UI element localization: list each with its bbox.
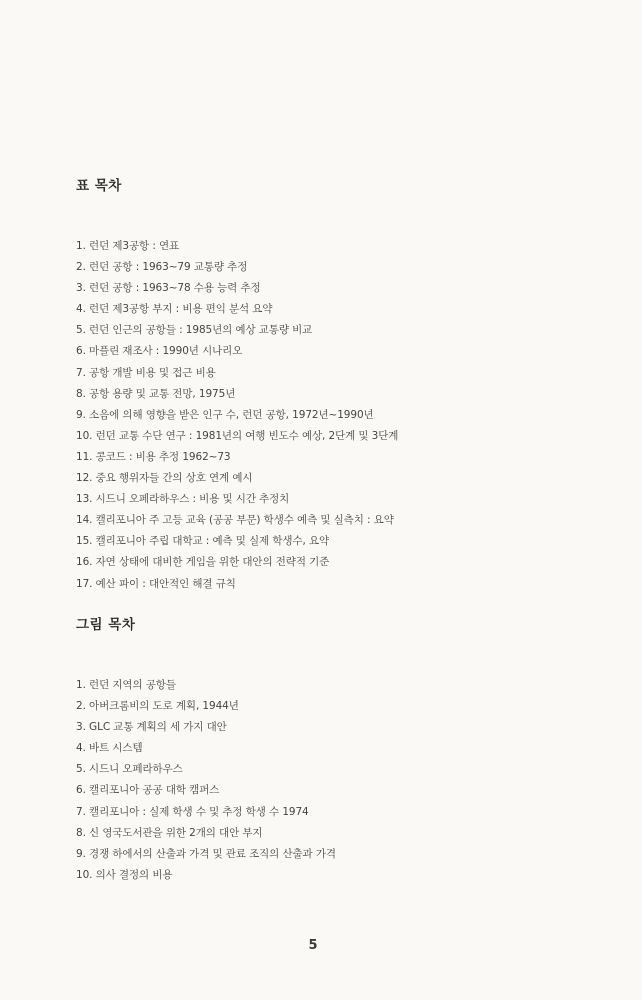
table-list — [76, 236, 596, 595]
list-item: 8. 공항 용량 및 교통 전망, 1975년 — [76, 387, 236, 400]
figure-list-title: 그림 목차 — [76, 617, 136, 633]
table-list-section — [76, 176, 596, 595]
list-item: 7. 공항 개발 비용 및 접근 비용 — [76, 366, 216, 379]
list-item: 5. 런던 인근의 공항들 : 1985년의 예상 교통량 비교 — [76, 324, 313, 337]
list-item: 4. 바트 시스템 — [76, 742, 143, 755]
list-item: 3. 런던 공항 : 1963~78 수용 능력 추정 — [76, 282, 261, 295]
list-item: 2. 아버크롬비의 도로 계획, 1944년 — [76, 700, 239, 713]
list-item: 10. 런던 교통 수단 연구 : 1981년의 여행 빈도수 예상, 2단계 및 3단계 — [76, 429, 399, 442]
list-item: 9. 경쟁 하에서의 산출과 가격 및 관료 조직의 산출과 가격 — [76, 847, 336, 860]
list-item: 12. 중요 행위자들 간의 상호 연계 예시 — [76, 472, 253, 485]
list-item: 5. 시드니 오페라하우스 — [76, 763, 183, 776]
list-item: 13. 시드니 오페라하우스 : 비용 및 시간 추정치 — [76, 493, 290, 506]
list-item: 11. 콩코드 : 비용 추정 1962~73 — [76, 450, 231, 463]
table-list-title: 표 목차 — [76, 178, 122, 194]
list-item: 4. 런던 제3공항 부지 : 비용 편익 분석 요약 — [76, 303, 273, 316]
list-item: 10. 의사 결정의 비용 — [76, 868, 173, 881]
list-item: 2. 런던 공항 : 1963~79 교통량 추정 — [76, 261, 248, 274]
list-item: 17. 예산 파이 : 대안적인 해결 규칙 — [76, 577, 236, 590]
list-item: 3. GLC 교통 계획의 세 가지 대안 — [76, 721, 227, 734]
figure-list — [76, 675, 596, 886]
list-item: 1. 런던 제3공항 : 연표 — [76, 240, 180, 252]
list-item: 6. 마플린 재조사 : 1990년 시나리오 — [76, 345, 243, 358]
list-item: 14. 캘리포니아 주 고등 교육 (공공 부문) 학생수 예측 및 실측치 : 요약 — [76, 514, 394, 527]
list-item: 8. 신 영국도서관을 위한 2개의 대안 부지 — [76, 826, 263, 839]
list-item: 6. 캘리포니아 공공 대학 캠퍼스 — [76, 784, 220, 797]
list-item: 16. 자연 상태에 대비한 게임을 위한 대안의 전략적 기준 — [76, 556, 330, 569]
list-item: 1. 런던 지역의 공항들 — [76, 679, 176, 691]
list-item: 7. 캘리포니아 : 실제 학생 수 및 추정 학생 수 1974 — [76, 805, 309, 818]
list-item: 15. 캘리포니아 주립 대학교 : 예측 및 실제 학생수, 요약 — [76, 535, 330, 548]
figure-list-section — [76, 615, 596, 886]
list-item: 9. 소음에 의해 영향을 받은 인구 수, 런던 공항, 1972년~1990년 — [76, 408, 374, 421]
page-number: 5 — [308, 938, 318, 953]
